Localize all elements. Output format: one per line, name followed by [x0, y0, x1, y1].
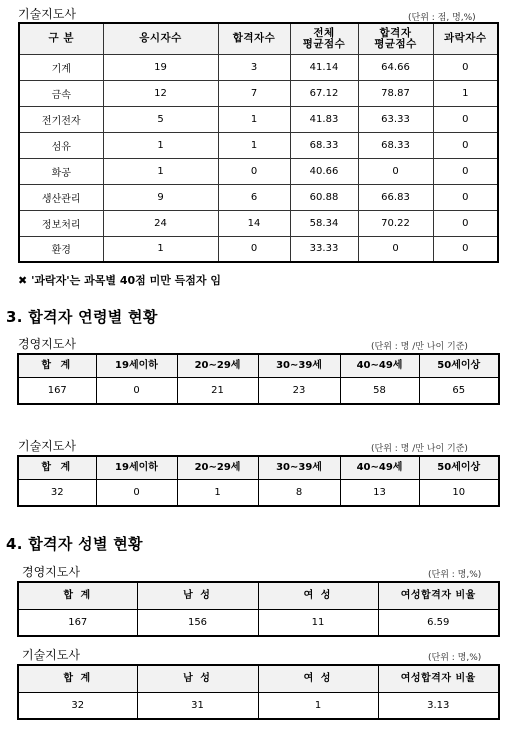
value-age-30-39: 23: [258, 377, 340, 404]
table-row: [19, 106, 498, 132]
table-row: [18, 377, 499, 404]
age-tech-caption: 기술지도사: [18, 439, 76, 453]
cell-failed-count: 0: [433, 132, 498, 158]
cell-passer-average: 0: [358, 236, 433, 262]
value-female: 11: [258, 609, 378, 636]
value-age-under-19: 0: [96, 377, 177, 404]
header-age-over-50: 50세이상: [419, 456, 499, 479]
value-age-over-50: 65: [419, 377, 499, 404]
table-row: [19, 80, 498, 106]
header-age-30-39: 30∼39세: [258, 354, 340, 377]
header-male: 남 성: [137, 582, 258, 609]
value-age-20-29: 1: [177, 479, 258, 506]
gender-mgmt-unit: (단위 : 명,%): [428, 570, 482, 580]
table-row: [19, 210, 498, 236]
cell-applicants: 5: [103, 106, 218, 132]
cell-category: 생산관리: [19, 184, 103, 210]
header-overall-average: 전체 평균점수: [290, 23, 358, 54]
header-failed-count: 과락자수: [433, 23, 498, 54]
cell-passer-average: 63.33: [358, 106, 433, 132]
cell-failed-count: 0: [433, 184, 498, 210]
cell-category: 화공: [19, 158, 103, 184]
cell-overall-average: 68.33: [290, 132, 358, 158]
header-age-over-50: 50세이상: [419, 354, 499, 377]
value-male: 156: [137, 609, 258, 636]
cell-category: 금속: [19, 80, 103, 106]
cell-overall-average: 41.83: [290, 106, 358, 132]
header-age-20-29: 20∼29세: [177, 354, 258, 377]
table-row: [19, 54, 498, 80]
tech-subject-caption: 기술지도사: [18, 7, 76, 21]
cell-passers: 3: [218, 54, 290, 80]
table-header-row: [18, 354, 499, 377]
gender-tech-unit: (단위 : 명,%): [428, 653, 482, 663]
footnote-text: '과락자'는 과목별 40점 미만 득점자 임: [31, 274, 222, 287]
age-mgmt-table: [17, 353, 500, 405]
table-header-row: [18, 582, 499, 609]
header-total: 합 계: [18, 582, 137, 609]
cross-mark-icon: ✖: [18, 274, 28, 287]
value-age-20-29: 21: [177, 377, 258, 404]
header-total: 합 계: [18, 354, 96, 377]
header-applicants: 응시자수: [103, 23, 218, 54]
header-total: 합 계: [18, 665, 137, 692]
cell-applicants: 24: [103, 210, 218, 236]
cell-passers: 0: [218, 236, 290, 262]
value-female-ratio: 3.13: [378, 692, 499, 719]
cell-overall-average: 40.66: [290, 158, 358, 184]
value-total: 32: [18, 479, 96, 506]
header-category: 구 분: [19, 23, 103, 54]
table-row: [18, 479, 499, 506]
cell-passer-average: 64.66: [358, 54, 433, 80]
age-tech-table: [17, 455, 500, 507]
cell-passers: 0: [218, 158, 290, 184]
gender-tech-table: [17, 664, 500, 720]
table-row: [18, 609, 499, 636]
cell-passer-average: 70.22: [358, 210, 433, 236]
cell-category: 정보처리: [19, 210, 103, 236]
header-age-40-49: 40∼49세: [340, 354, 419, 377]
section-heading-gender: 4. 합격자 성별 현황: [6, 535, 143, 553]
header-age-40-49: 40∼49세: [340, 456, 419, 479]
cell-passer-average: 0: [358, 158, 433, 184]
value-age-over-50: 10: [419, 479, 499, 506]
age-mgmt-unit: (단위 : 명 /만 나이 기준): [371, 342, 468, 352]
cell-passers: 6: [218, 184, 290, 210]
gender-mgmt-caption: 경영지도사: [22, 565, 80, 579]
header-age-20-29: 20∼29세: [177, 456, 258, 479]
table-row: [19, 158, 498, 184]
table-header-row: [18, 665, 499, 692]
header-female: 여 성: [258, 665, 378, 692]
tech-subject-table: [18, 22, 499, 263]
table-row: [19, 236, 498, 262]
table-row: [19, 132, 498, 158]
cell-applicants: 19: [103, 54, 218, 80]
footnote: [18, 272, 221, 288]
value-age-40-49: 13: [340, 479, 419, 506]
value-female: 1: [258, 692, 378, 719]
header-age-30-39: 30∼39세: [258, 456, 340, 479]
cell-failed-count: 0: [433, 210, 498, 236]
table-row: [18, 692, 499, 719]
cell-category: 환경: [19, 236, 103, 262]
cell-overall-average: 60.88: [290, 184, 358, 210]
age-mgmt-caption: 경영지도사: [18, 337, 76, 351]
table-header-row: [18, 456, 499, 479]
cell-category: 섬유: [19, 132, 103, 158]
table-row: [19, 184, 498, 210]
cell-overall-average: 41.14: [290, 54, 358, 80]
cell-applicants: 1: [103, 236, 218, 262]
header-total: 합 계: [18, 456, 96, 479]
cell-passers: 1: [218, 132, 290, 158]
age-tech-unit: (단위 : 명 /만 나이 기준): [371, 444, 468, 454]
gender-mgmt-table: [17, 581, 500, 637]
cell-overall-average: 33.33: [290, 236, 358, 262]
value-total: 167: [18, 609, 137, 636]
cell-passer-average: 66.83: [358, 184, 433, 210]
header-passer-average: 합격자 평균점수: [358, 23, 433, 54]
header-age-under-19: 19세이하: [96, 456, 177, 479]
cell-overall-average: 67.12: [290, 80, 358, 106]
value-age-under-19: 0: [96, 479, 177, 506]
cell-passer-average: 78.87: [358, 80, 433, 106]
cell-applicants: 1: [103, 132, 218, 158]
value-age-30-39: 8: [258, 479, 340, 506]
cell-failed-count: 0: [433, 106, 498, 132]
cell-passers: 14: [218, 210, 290, 236]
value-female-ratio: 6.59: [378, 609, 499, 636]
cell-failed-count: 0: [433, 158, 498, 184]
header-female-ratio: 여성합격자 비율: [378, 582, 499, 609]
value-male: 31: [137, 692, 258, 719]
cell-applicants: 12: [103, 80, 218, 106]
cell-passers: 1: [218, 106, 290, 132]
value-age-40-49: 58: [340, 377, 419, 404]
cell-passers: 7: [218, 80, 290, 106]
cell-failed-count: 0: [433, 54, 498, 80]
gender-tech-caption: 기술지도사: [22, 648, 80, 662]
cell-category: 전기전자: [19, 106, 103, 132]
table-header-row: [19, 23, 498, 54]
section-heading-age: 3. 합격자 연령별 현황: [6, 308, 158, 326]
header-male: 남 성: [137, 665, 258, 692]
value-total: 167: [18, 377, 96, 404]
cell-category: 기계: [19, 54, 103, 80]
header-age-under-19: 19세이하: [96, 354, 177, 377]
cell-passer-average: 68.33: [358, 132, 433, 158]
cell-failed-count: 1: [433, 80, 498, 106]
cell-applicants: 1: [103, 158, 218, 184]
cell-failed-count: 0: [433, 236, 498, 262]
tech-subject-unit: (단위 : 점, 명,%): [408, 13, 476, 23]
header-female-ratio: 여성합격자 비율: [378, 665, 499, 692]
cell-applicants: 9: [103, 184, 218, 210]
header-passers: 합격자수: [218, 23, 290, 54]
value-total: 32: [18, 692, 137, 719]
cell-overall-average: 58.34: [290, 210, 358, 236]
header-female: 여 성: [258, 582, 378, 609]
